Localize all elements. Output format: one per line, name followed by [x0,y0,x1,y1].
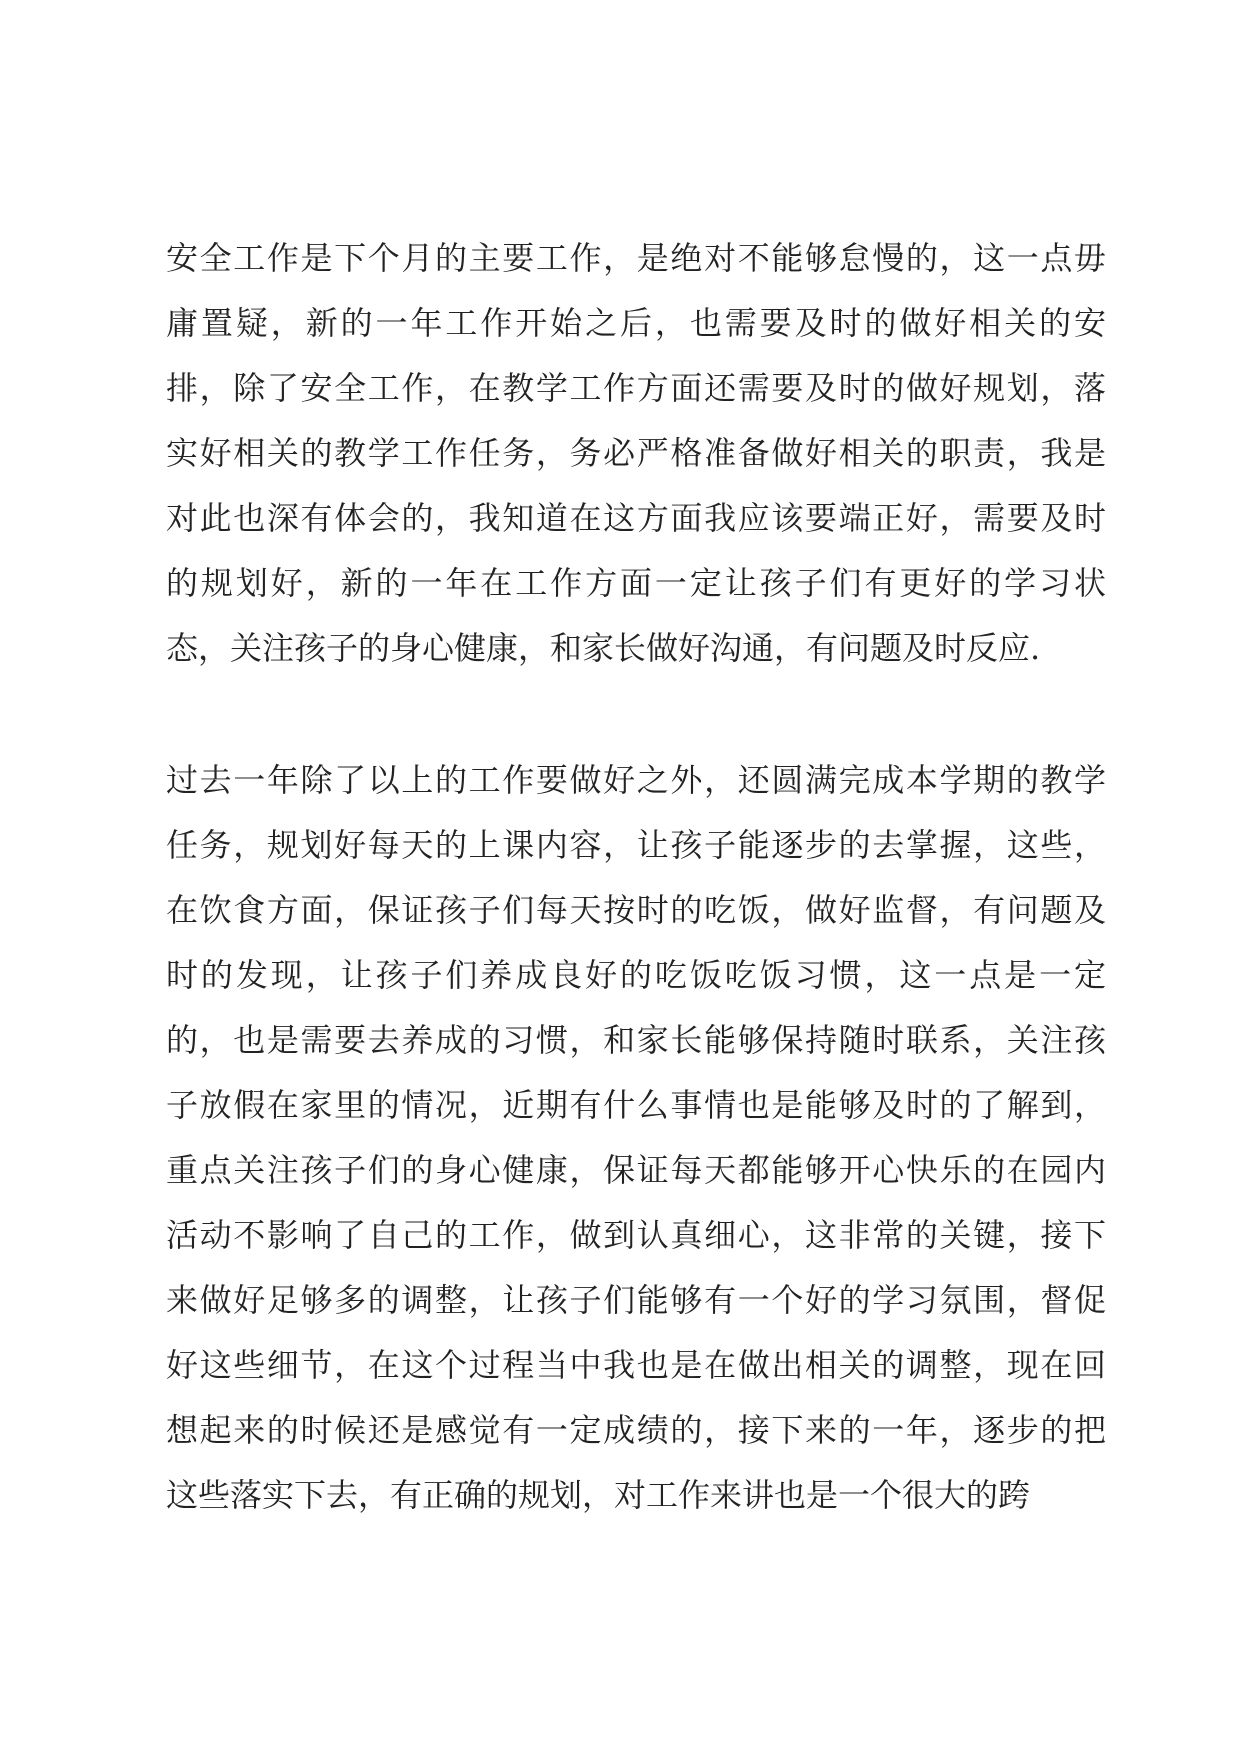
text-line: 重点关注孩子们的身心健康，保证每天都能够开心快乐的在园内 [166,1151,1106,1189]
text-line: 活动不影响了自己的工作，做到认真细心，这非常的关键，接下 [166,1216,1106,1254]
text-line: 的规划好，新的一年在工作方面一定让孩子们有更好的学习状 [166,564,1106,602]
paragraph [166,748,1106,1528]
paragraph [166,226,1106,681]
text-line: 在饮食方面，保证孩子们每天按时的吃饭，做好监督，有问题及 [166,891,1106,929]
text-line: 安全工作是下个月的主要工作，是绝对不能够怠慢的，这一点毋 [166,239,1106,277]
text-line: 排，除了安全工作，在教学工作方面还需要及时的做好规划，落 [166,369,1106,407]
text-line: 子放假在家里的情况，近期有什么事情也是能够及时的了解到， [166,1086,1106,1124]
text-line: 任务，规划好每天的上课内容，让孩子能逐步的去掌握，这些， [166,826,1106,864]
text-line: 想起来的时候还是感觉有一定成绩的，接下来的一年，逐步的把 [166,1411,1106,1449]
text-line: 来做好足够多的调整，让孩子们能够有一个好的学习氛围，督促 [166,1281,1106,1319]
text-line: 庸置疑，新的一年工作开始之后，也需要及时的做好相关的安 [166,304,1106,342]
text-line: 实好相关的教学工作任务，务必严格准备做好相关的职责，我是 [166,434,1106,472]
text-line: 过去一年除了以上的工作要做好之外，还圆满完成本学期的教学 [166,761,1106,799]
text-line: 时的发现，让孩子们养成良好的吃饭吃饭习惯，这一点是一定 [166,956,1106,994]
text-line: 的，也是需要去养成的习惯，和家长能够保持随时联系，关注孩 [166,1021,1106,1059]
text-line: 这些落实下去，有正确的规划，对工作来讲也是一个很大的跨 [166,1476,1031,1514]
text-line: 态，关注孩子的身心健康，和家长做好沟通，有问题及时反应. [166,629,1041,667]
text-line: 对此也深有体会的，我知道在这方面我应该要端正好，需要及时 [166,499,1106,537]
text-line: 好这些细节，在这个过程当中我也是在做出相关的调整，现在回 [166,1346,1106,1384]
